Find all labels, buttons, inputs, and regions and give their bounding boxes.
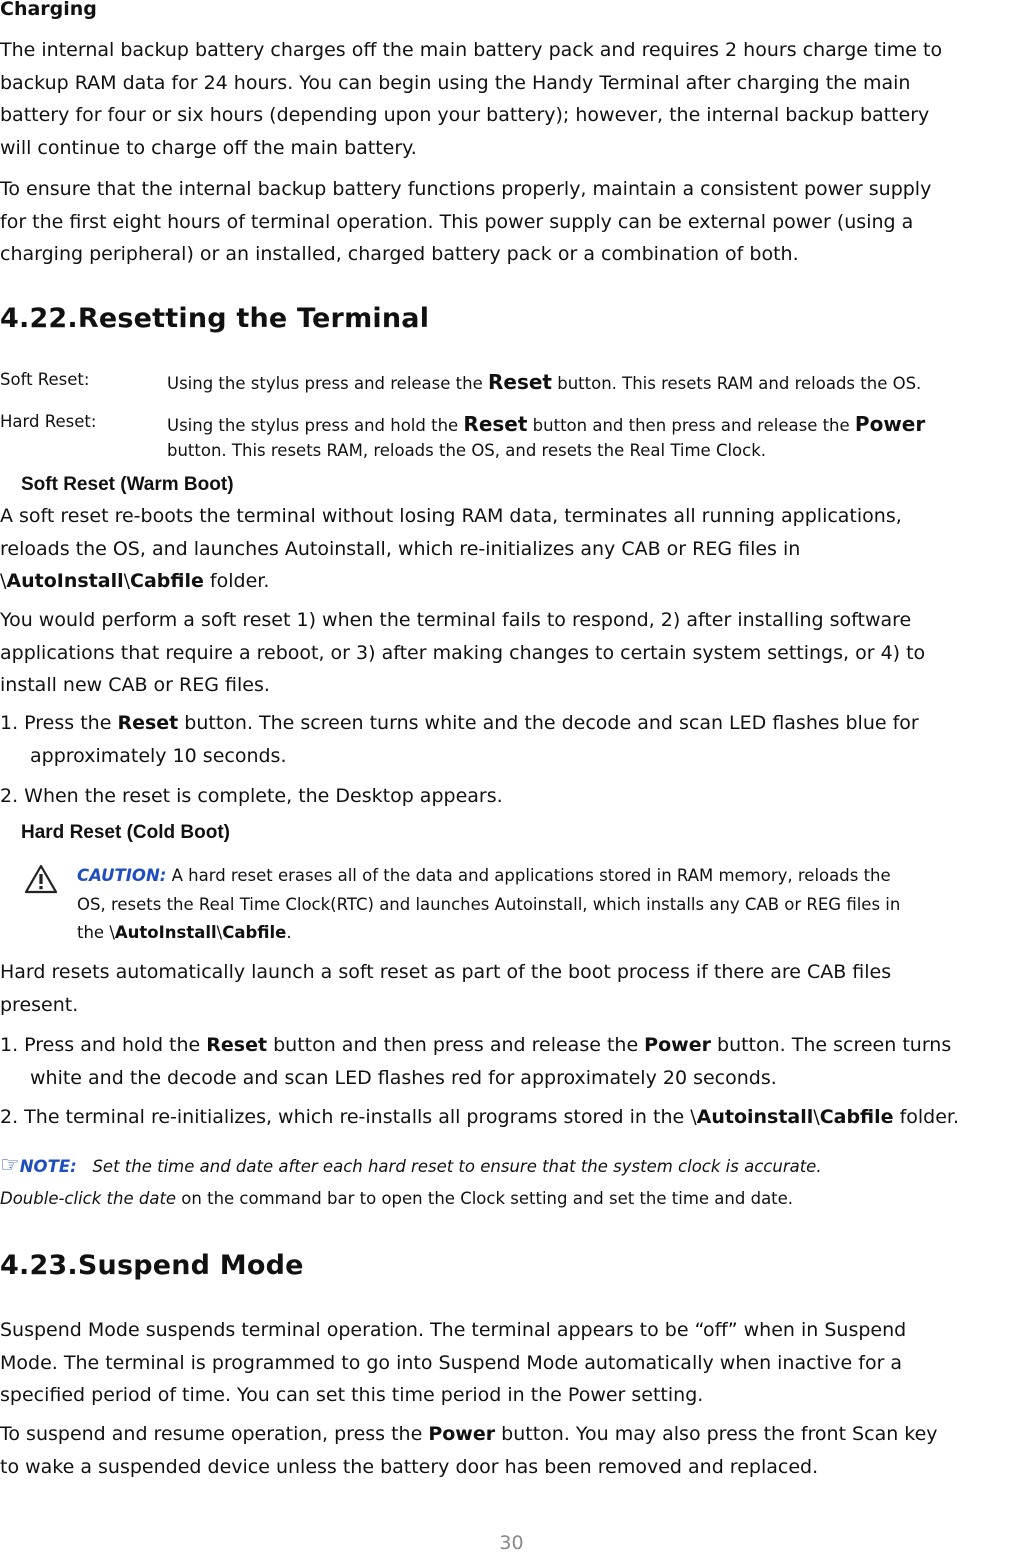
reset-term: Reset [117, 712, 179, 734]
text-run: OS, resets the Real Time Clock(RTC) and launches Autoinstall, which installs any CAB or REG files in [77, 894, 901, 914]
hard-reset-description [167, 412, 925, 463]
suspend-paragraph-2 [0, 1418, 1020, 1483]
hard-reset-step-2: 2. The terminal re-initializes, which re-installs all programs stored in the \Autoinstall\Cabfile folder. [0, 1106, 960, 1128]
text-run: Set the time and date after each hard reset to ensure that the system clock is accurate. [76, 1157, 822, 1176]
path-autoinstall: AutoInstall [6, 570, 124, 592]
text-line: white and the decode and scan LED flashes red for approximately 20 seconds. [30, 1066, 777, 1089]
text-run: button. The screen turns white and the decode and scan LED flashes blue for [178, 712, 919, 734]
page-number: 30 [499, 1532, 524, 1554]
text-run: 1. Press and hold the [0, 1034, 207, 1056]
text-line [0, 1418, 1020, 1451]
text-line: specified period of time. You can set this time period in the Power setting. [0, 1384, 704, 1406]
text-line: will continue to charge off the main battery. [0, 136, 417, 159]
reset-term: Reset [206, 1034, 268, 1056]
warning-icon [24, 864, 58, 894]
hard-reset-step-1 [0, 1029, 1020, 1094]
text-line: battery for four or six hours (depending upon your battery); however, the internal backup battery [0, 104, 930, 126]
text-run: A hard reset erases all of the data and applications stored in RAM memory, reloads the [166, 866, 891, 885]
caution-label: CAUTION: [77, 866, 167, 885]
text-line: for the first eight hours of terminal operation. This power supply can be external power (using a [0, 210, 914, 233]
text-line [0, 707, 1020, 740]
text-line: Hard resets automatically launch a soft reset as part of the boot process if there are CAB files [0, 961, 892, 983]
text-line: Suspend Mode suspends terminal operation. The terminal appears to be “off” when in Suspend [0, 1319, 907, 1341]
hard-reset-label: Hard Reset: [0, 412, 97, 431]
text-line: To ensure that the internal backup battery functions properly, maintain a consistent power supply [0, 178, 932, 200]
text-run: 1. Press the [0, 712, 118, 734]
charging-heading: Charging [0, 0, 97, 20]
text-run: button. You may also press the front Scan key [495, 1423, 938, 1445]
soft-reset-label: Soft Reset: [0, 370, 90, 389]
note-line-2 [0, 1183, 822, 1215]
pointing-hand-icon: ☞ [0, 1153, 20, 1178]
charging-paragraph-1 [0, 34, 1020, 164]
soft-reset-paragraph-1 [0, 500, 1020, 598]
path-cabfile: Cabfile [130, 570, 204, 592]
soft-reset-paragraph-2 [0, 604, 1020, 702]
charging-paragraph-2 [0, 173, 1020, 271]
path-autoinstall: AutoInstall [114, 923, 217, 942]
text-line: \AutoInstall\Cabfile folder. [0, 570, 270, 592]
text-run: 2. The terminal re-initializes, which re-installs all programs stored in the [0, 1106, 691, 1128]
note-line-1 [0, 1150, 822, 1183]
text-run: Using the stylus press and hold the [167, 416, 464, 435]
text-run: button and then press and release the [267, 1034, 645, 1056]
path-cabfile: Cabfile [819, 1106, 894, 1128]
power-term: Power [854, 412, 926, 436]
text-line: present. [0, 993, 79, 1016]
hard-reset-paragraph [0, 956, 1020, 1021]
text-run: button. This resets RAM and reloads the OS. [551, 374, 922, 393]
soft-reset-description [167, 370, 921, 396]
text-run: folder. [203, 570, 270, 592]
text-run: button. The screen turns [710, 1034, 952, 1056]
text-line: You would perform a soft reset 1) when the terminal fails to respond, 2) after installing software [0, 609, 912, 631]
text-run: folder. [893, 1106, 960, 1128]
text-run: button and then press and release the [527, 416, 855, 435]
power-term: Power [428, 1423, 496, 1445]
soft-reset-step-1 [0, 707, 1020, 772]
section-title-resetting: 4.22.Resetting the Terminal [0, 303, 430, 334]
hard-reset-heading: Hard Reset (Cold Boot) [21, 822, 230, 843]
note-label: NOTE: [19, 1157, 77, 1176]
reset-term: Reset [487, 370, 552, 394]
text-run: To suspend and resume operation, press the [0, 1423, 429, 1445]
text-line: install new CAB or REG files. [0, 674, 270, 696]
text-line [0, 1029, 1020, 1062]
power-term: Power [644, 1034, 711, 1056]
caution-callout [0, 862, 1020, 942]
text-run: Using the stylus press and release the [167, 374, 488, 393]
text-line: applications that require a reboot, or 3) after making changes to certain system settings, or 4) to [0, 641, 926, 664]
text-run: Double-click the date [0, 1189, 177, 1208]
text-line: A soft reset re-boots the terminal without losing RAM data, terminates all running applications, [0, 505, 902, 527]
text-line: The internal backup battery charges off the main battery pack and requires 2 hours charge time to [0, 39, 943, 61]
text-run: on the command bar to open the Clock setting and set the time and date. [176, 1189, 794, 1208]
suspend-paragraph-1 [0, 1314, 1020, 1412]
path-cabfile: Cabfile [222, 923, 287, 942]
text-line: Mode. The terminal is programmed to go into Suspend Mode automatically when inactive for a [0, 1351, 903, 1374]
text-line: to wake a suspended device unless the battery door has been removed and replaced. [0, 1455, 819, 1478]
text-line: approximately 10 seconds. [30, 744, 287, 767]
reset-term: Reset [463, 412, 528, 436]
path-autoinstall: Autoinstall [696, 1106, 814, 1128]
soft-reset-heading: Soft Reset (Warm Boot) [21, 474, 234, 495]
text-line: backup RAM data for 24 hours. You can begin using the Handy Terminal after charging the main [0, 71, 911, 94]
text-line: reloads the OS, and launches Autoinstall, which re-initializes any CAB or REG files in [0, 537, 801, 560]
text-line: charging peripheral) or an installed, charged battery pack or a combination of both. [0, 243, 799, 265]
soft-reset-step-2: 2. When the reset is complete, the Desktop appears. [0, 785, 503, 807]
section-title-suspend: 4.23.Suspend Mode [0, 1250, 304, 1281]
text-run: the [77, 923, 110, 942]
caution-text: CAUTION: A hard reset erases all of the data and applications stored in RAM memory, reloads the OS, resets the Real Time Clock(RTC) and launches Autoinstall, which installs any CAB or REG files in the \AutoInstall\Cabfile. [77, 866, 901, 942]
note-callout [0, 1150, 822, 1215]
text-run: button. This resets RAM, reloads the OS, and resets the Real Time Clock. [167, 441, 767, 460]
